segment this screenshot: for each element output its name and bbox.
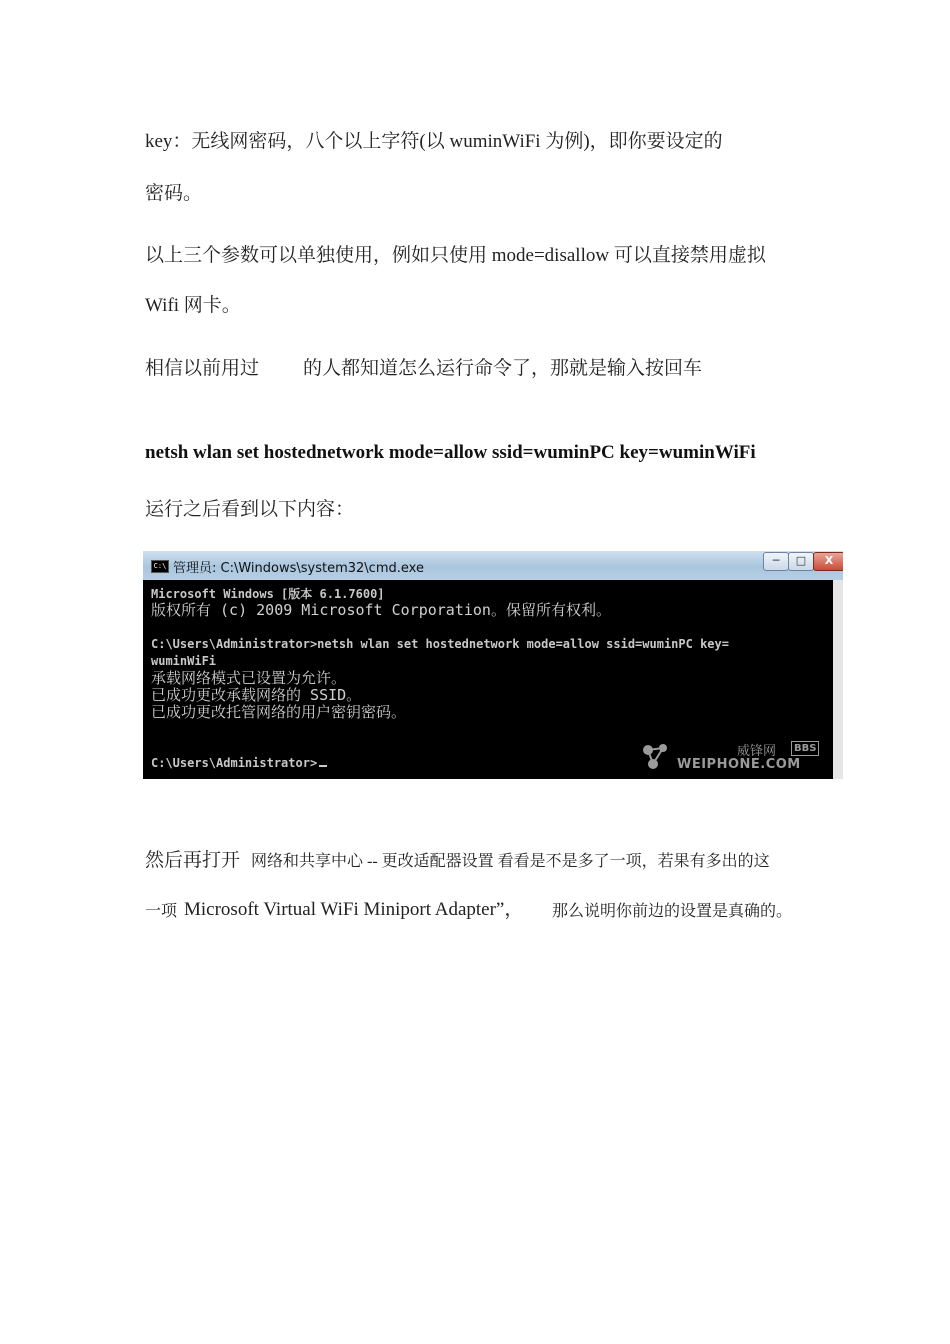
watermark-bbs-badge: BBS (791, 741, 819, 756)
cmd-titlebar (143, 551, 843, 581)
close-button[interactable]: X (813, 552, 843, 571)
then-open-part-1: 然后再打开 (145, 850, 241, 871)
params-description-line-2: Wifi 网卡。 (145, 295, 241, 316)
console-line: 已成功更改托管网络的用户密钥密码。 (151, 703, 407, 721)
console-line: 承载网络模式已设置为允许。 (151, 669, 347, 687)
weiphone-watermark (641, 740, 821, 776)
adapter-item-part-3: 那么说明你前边的设置是真确的。 (552, 903, 793, 920)
adapter-item-name: Microsoft Virtual WiFi Miniport Adapter”， (184, 899, 524, 920)
console-line: Microsoft Windows [版本 6.1.7600] (151, 587, 385, 601)
console-line: 版权所有 (c) 2009 Microsoft Corporation。保留所有权利。 (151, 601, 611, 619)
after-run-text: 运行之后看到以下内容： (145, 499, 355, 520)
cmd-scrollbar[interactable] (833, 580, 843, 779)
minimize-button[interactable]: ─ (763, 552, 789, 571)
then-open-part-2: 网络和共享中心 -- 更改适配器设置 看看是不是多了一项，若果有多出的这 (251, 853, 770, 870)
weiphone-logo-icon (641, 742, 671, 772)
run-intro-part-1: 相信以前用过 (145, 358, 260, 379)
key-description-line-2: 密码。 (145, 183, 203, 204)
cmd-window-screenshot (143, 551, 843, 779)
watermark-cn-text: 威锋网 (737, 744, 777, 759)
cmd-console-body[interactable] (143, 580, 833, 779)
console-line: 已成功更改承载网络的 SSID。 (151, 686, 362, 704)
maximize-button[interactable]: □ (788, 552, 814, 571)
cmd-app-icon: C:\ (151, 560, 169, 573)
console-prompt[interactable] (151, 756, 327, 770)
cursor-icon (319, 765, 327, 767)
cmd-window-title: 管理员: C:\Windows\system32\cmd.exe (173, 561, 424, 576)
console-prompt-text: C:\Users\Administrator> (151, 756, 318, 770)
params-description-line-1: 以上三个参数可以单独使用，例如只使用 mode=disallow 可以直接禁用虚拟 (145, 245, 766, 266)
run-intro-part-2: 的人都知道怎么运行命令了，那就是输入按回车 (303, 358, 703, 379)
netsh-command: netsh wlan set hostednetwork mode=allow ssid=wuminPC key=wuminWiFi (145, 442, 756, 463)
console-line: wuminWiFi (151, 654, 217, 668)
console-line: C:\Users\Administrator>netsh wlan set hostednetwork mode=allow ssid=wuminPC key= (151, 637, 729, 651)
adapter-item-part-1: 一项 (145, 903, 178, 920)
watermark-en-text: WEIPHONE.COM (677, 757, 801, 772)
key-description-line-1: key：无线网密码，八个以上字符(以 wuminWiFi 为例)，即你要设定的 (145, 131, 723, 152)
